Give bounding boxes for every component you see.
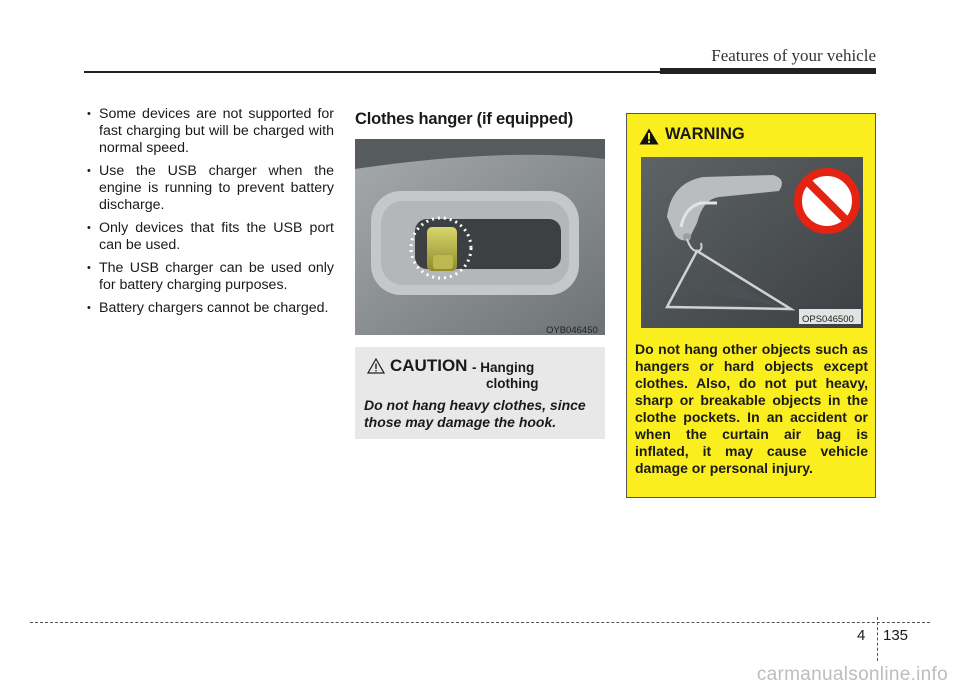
list-item: • The USB charger can be used only for battery charging purposes. [84, 260, 334, 294]
caution-text: Do not hang heavy clothes, since those may damage the hook. [364, 397, 586, 430]
list-item: • Battery chargers cannot be charged. [84, 300, 334, 317]
list-item: • Only devices that fits the USB port can be used. [84, 220, 334, 254]
caution-box [355, 347, 605, 439]
header-rule-thick [660, 68, 876, 74]
caution-subtitle-line2: clothing [486, 376, 539, 391]
warning-box [626, 113, 876, 498]
caution-title: CAUTION [390, 356, 468, 375]
usb-notes-list [84, 106, 334, 323]
list-item: • Use the USB charger when the engine is running to prevent battery discharge. [84, 163, 334, 214]
warning-triangle-icon [639, 128, 659, 145]
footer-divider [877, 617, 878, 661]
page-number: 135 [883, 627, 909, 644]
list-item: • Some devices are not supported for fast charging but will be charged with normal speed. [84, 106, 334, 157]
section-heading: Clothes hanger (if equipped) [355, 110, 574, 128]
caution-triangle-icon [367, 358, 385, 374]
page-header-title: Features of your vehicle [711, 46, 876, 65]
caution-subtitle-line1: - Hanging [472, 360, 535, 375]
warning-text: Do not hang other objects such as hangers or hard objects except clothes. Also, do not put heavy, sharp or breakable objects in the clothe pockets. In an accident or when the curtain air bag is inflated, it may cause vehicle damage or personal injury. [635, 341, 868, 476]
clothes-hanger-photo [355, 139, 605, 335]
header-rule-thin [84, 71, 660, 73]
chapter-number: 4 [857, 627, 866, 644]
hanger-warning-photo [641, 157, 863, 328]
watermark: carmanualsonline.info [756, 664, 948, 685]
photo-code: OYB046450 [546, 325, 598, 336]
footer-rule [30, 622, 930, 623]
photo-code: OPS046500 [802, 314, 854, 325]
warning-title: WARNING [665, 125, 745, 143]
